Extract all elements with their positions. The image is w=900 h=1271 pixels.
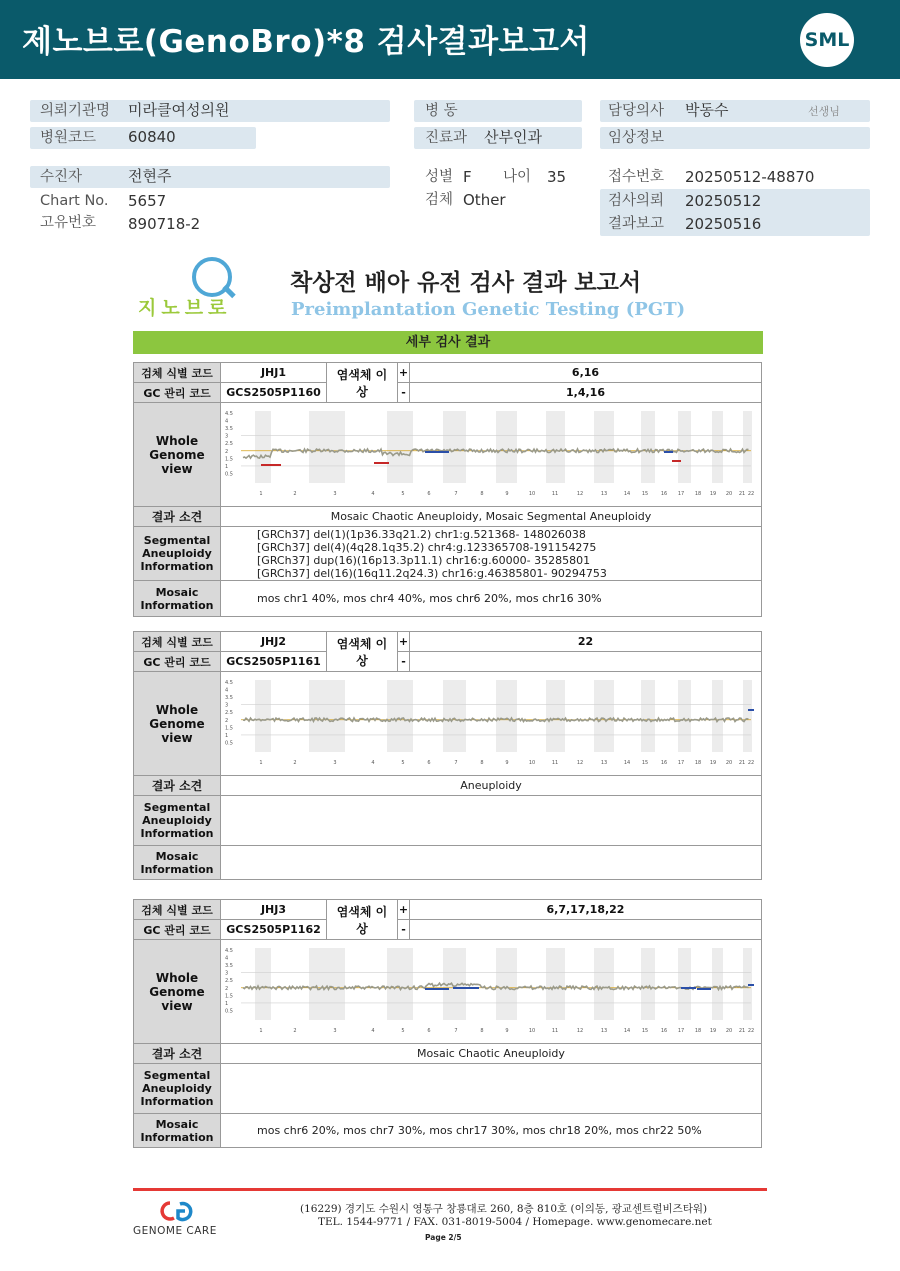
chromosome-band: [309, 948, 345, 1020]
x-tick-label: 17: [677, 760, 685, 766]
specimen-code: JHJ1: [221, 363, 327, 383]
chart-value: 5657: [128, 192, 167, 210]
mosaic-header: Mosaic Information: [134, 581, 221, 617]
x-tick-label: 18: [694, 760, 702, 766]
chromosome-band: [387, 680, 413, 752]
y-tick-label: 4.5: [225, 948, 233, 954]
x-tick-label: 17: [677, 491, 685, 497]
chromosome-band: [496, 411, 517, 483]
chromosome-band: [387, 948, 413, 1020]
x-tick-label: 20: [725, 1028, 733, 1034]
x-tick-label: 14: [623, 1028, 631, 1034]
chromosome-band: [255, 680, 271, 752]
y-tick-label: 4.5: [225, 411, 233, 417]
mosaic-header: Mosaic Information: [134, 846, 221, 880]
x-tick-label: 21: [738, 1028, 746, 1034]
request-date-label: 검사의뢰: [608, 193, 665, 209]
x-tick-label: 13: [600, 760, 608, 766]
clinical-label: 임상정보: [608, 130, 665, 146]
segmental-header: Segmental Aneuploidy Information: [134, 527, 221, 581]
y-tick-label: 3.5: [225, 426, 233, 433]
ward-label: 병 동: [425, 103, 458, 119]
x-tick-label: 14: [623, 760, 631, 766]
x-tick-label: 15: [641, 1028, 649, 1034]
x-tick-label: 6: [427, 760, 431, 766]
x-tick-label: 22: [747, 760, 754, 766]
requester-label: 의뢰기관명: [40, 103, 111, 119]
doctor-value: 박동수: [685, 101, 729, 119]
result-value: Mosaic Chaotic Aneuploidy: [221, 1044, 762, 1064]
sample-table: [133, 631, 762, 880]
x-tick-label: 22: [747, 1028, 754, 1034]
specimen-code-header: 검체 식별 코드: [134, 900, 221, 920]
x-tick-label: 13: [600, 1028, 608, 1034]
y-tick-label: 2.5: [225, 441, 233, 448]
chrom-abn-header: 염색체 이상: [327, 363, 398, 403]
y-tick-label: 4: [225, 418, 229, 425]
plus-sign: +: [398, 900, 410, 920]
x-tick-label: 11: [551, 760, 559, 766]
plus-sign: +: [398, 632, 410, 652]
x-tick-label: 10: [528, 491, 536, 497]
y-tick-label: 0.5: [225, 1008, 233, 1015]
y-tick-label: 1: [225, 732, 229, 739]
chromosome-band: [496, 680, 517, 752]
report-title-ko: 착상전 배아 유전 검사 결과 보고서: [290, 270, 642, 296]
name-label: 수진자: [40, 169, 83, 185]
x-tick-label: 4: [371, 1028, 375, 1034]
mosaic-header: Mosaic Information: [134, 1114, 221, 1148]
chromosome-band: [712, 948, 723, 1020]
y-tick-label: 4: [225, 955, 229, 962]
y-tick-label: 2: [225, 717, 229, 724]
x-tick-label: 1: [259, 1028, 263, 1034]
x-tick-label: 3: [333, 491, 337, 497]
y-tick-label: 1.5: [225, 456, 233, 463]
specimen-code: JHJ3: [221, 900, 327, 920]
y-tick-label: 2.5: [225, 710, 233, 717]
segmental-header: Segmental Aneuploidy Information: [134, 1064, 221, 1114]
id-label: 고유번호: [40, 215, 97, 231]
y-tick-label: 2.5: [225, 978, 233, 985]
gc-code: GCS2505P1161: [221, 652, 327, 672]
chromosome-band: [255, 411, 271, 483]
x-tick-label: 6: [427, 491, 431, 497]
x-tick-label: 16: [660, 760, 668, 766]
footer-address: (16229) 경기도 수원시 영통구 창룡대로 260, 8층 810호 (이의동, 광교센트럴비즈타워): [300, 1203, 708, 1215]
x-tick-label: 12: [576, 760, 584, 766]
whole-genome-header: Whole Genome view: [134, 940, 221, 1044]
x-tick-label: 19: [709, 1028, 717, 1034]
x-tick-label: 12: [576, 491, 584, 497]
minus-chromosomes: 1,4,16: [410, 383, 762, 403]
y-tick-label: 1: [225, 1000, 229, 1007]
y-tick-label: 1.5: [225, 725, 233, 732]
whole-genome-header: Whole Genome view: [134, 403, 221, 507]
y-tick-label: 3.5: [225, 695, 233, 702]
y-tick-label: 2: [225, 448, 229, 455]
x-tick-label: 1: [259, 760, 263, 766]
chromosome-band: [712, 680, 723, 752]
x-tick-label: 16: [660, 1028, 668, 1034]
chromosome-band: [255, 948, 271, 1020]
chromosome-band: [641, 411, 655, 483]
chromosome-band: [678, 948, 691, 1020]
chrom-abn-header: 염색체 이상: [327, 900, 398, 940]
whole-genome-header: Whole Genome view: [134, 672, 221, 776]
x-tick-label: 1: [259, 491, 263, 497]
sex-label: 성별: [425, 169, 454, 185]
genome-plot-svg: [221, 403, 754, 503]
report-title: 제노브로(GenoBro)*8 검사결과보고서: [22, 24, 590, 60]
x-tick-label: 8: [480, 491, 484, 497]
x-tick-label: 16: [660, 491, 668, 497]
genome-plot-svg: [221, 672, 754, 772]
x-tick-label: 2: [293, 1028, 297, 1034]
chromosome-band: [743, 411, 752, 483]
specimen-label: 검체: [425, 192, 454, 208]
report-title-en: Preimplantation Genetic Testing (PGT): [291, 299, 686, 320]
name-value: 전현주: [128, 167, 172, 185]
x-tick-label: 18: [694, 491, 702, 497]
x-tick-label: 3: [333, 760, 337, 766]
x-tick-label: 20: [725, 760, 733, 766]
x-tick-label: 6: [427, 1028, 431, 1034]
x-tick-label: 8: [480, 1028, 484, 1034]
x-tick-label: 5: [401, 1028, 405, 1034]
request-date-value: 20250512: [685, 192, 762, 210]
minus-sign: -: [398, 383, 410, 403]
chromosome-band: [443, 411, 466, 483]
page-number: Page 2/5: [425, 1233, 462, 1242]
whole-genome-plot: [221, 672, 762, 776]
x-tick-label: 5: [401, 760, 405, 766]
genome-care-text: GENOME CARE: [133, 1225, 217, 1237]
result-header: 결과 소견: [134, 507, 221, 527]
minus-chromosomes: [410, 920, 762, 940]
result-header: 결과 소견: [134, 776, 221, 796]
segmental-info: [221, 796, 762, 846]
chromosome-band: [309, 680, 345, 752]
x-tick-label: 22: [747, 491, 754, 497]
magnifier-icon: [192, 257, 232, 297]
genobro-logo-text: 지노브로: [138, 297, 232, 319]
receipt-label: 접수번호: [608, 169, 665, 185]
x-tick-label: 15: [641, 760, 649, 766]
x-tick-label: 19: [709, 491, 717, 497]
receipt-value: 20250512-48870: [685, 168, 815, 186]
mosaic-info: mos chr1 40%, mos chr4 40%, mos chr6 20%, mos chr16 30%: [221, 581, 762, 617]
gc-code: GCS2505P1162: [221, 920, 327, 940]
chromosome-band: [594, 680, 614, 752]
x-tick-label: 12: [576, 1028, 584, 1034]
sample-table: [133, 362, 762, 617]
x-tick-label: 11: [551, 1028, 559, 1034]
chrom-abn-header: 염색체 이상: [327, 632, 398, 672]
y-tick-label: 2: [225, 985, 229, 992]
doctor-label: 담당의사: [608, 103, 665, 119]
header-bar: [0, 0, 900, 79]
segmental-line: [GRCh37] dup(16)(16p13.3p11.1) chr16:g.60000- 35285801: [257, 553, 591, 567]
chromosome-band: [546, 948, 565, 1020]
department-value: 산부인과: [484, 128, 542, 146]
x-tick-label: 4: [371, 760, 375, 766]
result-value: Mosaic Chaotic Aneuploidy, Mosaic Segmental Aneuploidy: [221, 507, 762, 527]
segmental-line: [GRCh37] del(1)(1p36.33q21.2) chr1:g.521368- 148026038: [257, 527, 586, 541]
gc-code: GCS2505P1160: [221, 383, 327, 403]
footer-divider: [133, 1188, 767, 1191]
segmental-info: [221, 527, 762, 581]
x-tick-label: 10: [528, 1028, 536, 1034]
genobro-logo: [130, 255, 260, 320]
segmental-line: [GRCh37] del(16)(16q11.2q24.3) chr16:g.46385801- 90294753: [257, 566, 607, 580]
x-tick-label: 10: [528, 760, 536, 766]
minus-chromosomes: [410, 652, 762, 672]
chart-label: Chart No.: [40, 193, 109, 209]
sml-logo-text: SML: [804, 29, 850, 51]
age-label: 나이: [503, 169, 532, 185]
chromosome-band: [641, 680, 655, 752]
x-tick-label: 13: [600, 491, 608, 497]
gc-code-header: GC 관리 코드: [134, 383, 221, 403]
x-tick-label: 3: [333, 1028, 337, 1034]
x-tick-label: 19: [709, 760, 717, 766]
chromosome-band: [546, 411, 565, 483]
x-tick-label: 15: [641, 491, 649, 497]
requester-value: 미라클여성의원: [128, 101, 230, 119]
sample-table: [133, 899, 762, 1148]
chromosome-band: [743, 680, 752, 752]
specimen-code-header: 검체 식별 코드: [134, 632, 221, 652]
x-tick-label: 17: [677, 1028, 685, 1034]
chromosome-band: [712, 411, 723, 483]
plus-chromosomes: 6,16: [410, 363, 762, 383]
sex-value: F: [463, 168, 472, 186]
x-tick-label: 11: [551, 491, 559, 497]
chromosome-band: [641, 948, 655, 1020]
x-tick-label: 7: [454, 1028, 458, 1034]
sml-logo: [800, 13, 854, 67]
plus-chromosomes: 6,7,17,18,22: [410, 900, 762, 920]
y-tick-label: 3.5: [225, 963, 233, 970]
plus-chromosomes: 22: [410, 632, 762, 652]
x-tick-label: 9: [505, 491, 509, 497]
y-tick-label: 1.5: [225, 993, 233, 1000]
y-tick-label: 4: [225, 687, 229, 694]
specimen-value: Other: [463, 191, 506, 209]
specimen-code: JHJ2: [221, 632, 327, 652]
hospital-code-label: 병원코드: [40, 130, 97, 146]
chromosome-band: [443, 680, 466, 752]
mosaic-info: mos chr6 20%, mos chr7 30%, mos chr17 30%, mos chr18 20%, mos chr22 50%: [221, 1114, 762, 1148]
chromosome-band: [546, 680, 565, 752]
genome-care-icon: [158, 1200, 198, 1222]
chromosome-band: [594, 948, 614, 1020]
x-tick-label: 2: [293, 491, 297, 497]
x-tick-label: 21: [738, 760, 746, 766]
gc-code-header: GC 관리 코드: [134, 920, 221, 940]
y-tick-label: 3: [225, 702, 229, 709]
chromosome-band: [678, 680, 691, 752]
genome-care-logo: [133, 1198, 228, 1243]
y-tick-label: 3: [225, 970, 229, 977]
genome-plot-svg: [221, 940, 754, 1040]
footer-contact: TEL. 1544-9771 / FAX. 031-8019-5004 / Homepage. www.genomecare.net: [318, 1216, 712, 1228]
doctor-suffix: 선생님: [808, 105, 840, 118]
id-value: 890718-2: [128, 215, 201, 233]
segmental-line: [GRCh37] del(4)(4q28.1q35.2) chr4:g.123365708-191154275: [257, 540, 597, 554]
result-header: 결과 소견: [134, 1044, 221, 1064]
section-title: 세부 검사 결과: [133, 331, 763, 354]
x-tick-label: 21: [738, 491, 746, 497]
x-tick-label: 9: [505, 760, 509, 766]
x-tick-label: 9: [505, 1028, 509, 1034]
report-date-label: 결과보고: [608, 216, 665, 232]
specimen-code-header: 검체 식별 코드: [134, 363, 221, 383]
x-tick-label: 18: [694, 1028, 702, 1034]
x-tick-label: 2: [293, 760, 297, 766]
minus-sign: -: [398, 652, 410, 672]
gc-code-header: GC 관리 코드: [134, 652, 221, 672]
chromosome-band: [594, 411, 614, 483]
x-tick-label: 5: [401, 491, 405, 497]
y-tick-label: 0.5: [225, 471, 233, 478]
department-label: 진료과: [425, 130, 468, 146]
plus-sign: +: [398, 363, 410, 383]
whole-genome-plot: [221, 940, 762, 1044]
chromosome-band: [309, 411, 345, 483]
x-tick-label: 20: [725, 491, 733, 497]
chromosome-band: [387, 411, 413, 483]
mosaic-info: [221, 846, 762, 880]
x-tick-label: 8: [480, 760, 484, 766]
chromosome-band: [678, 411, 691, 483]
y-tick-label: 1: [225, 463, 229, 470]
chromosome-band: [496, 948, 517, 1020]
x-tick-label: 7: [454, 491, 458, 497]
x-tick-label: 4: [371, 491, 375, 497]
segmental-info: [221, 1064, 762, 1114]
result-value: Aneuploidy: [221, 776, 762, 796]
x-tick-label: 7: [454, 760, 458, 766]
name-row: [30, 166, 390, 188]
segmental-header: Segmental Aneuploidy Information: [134, 796, 221, 846]
y-tick-label: 3: [225, 433, 229, 440]
age-value: 35: [547, 168, 567, 186]
y-tick-label: 0.5: [225, 740, 233, 747]
y-tick-label: 4.5: [225, 680, 233, 686]
hospital-code-value: 60840: [128, 128, 176, 146]
whole-genome-plot: [221, 403, 762, 507]
report-date-value: 20250516: [685, 215, 762, 233]
x-tick-label: 14: [623, 491, 631, 497]
minus-sign: -: [398, 920, 410, 940]
